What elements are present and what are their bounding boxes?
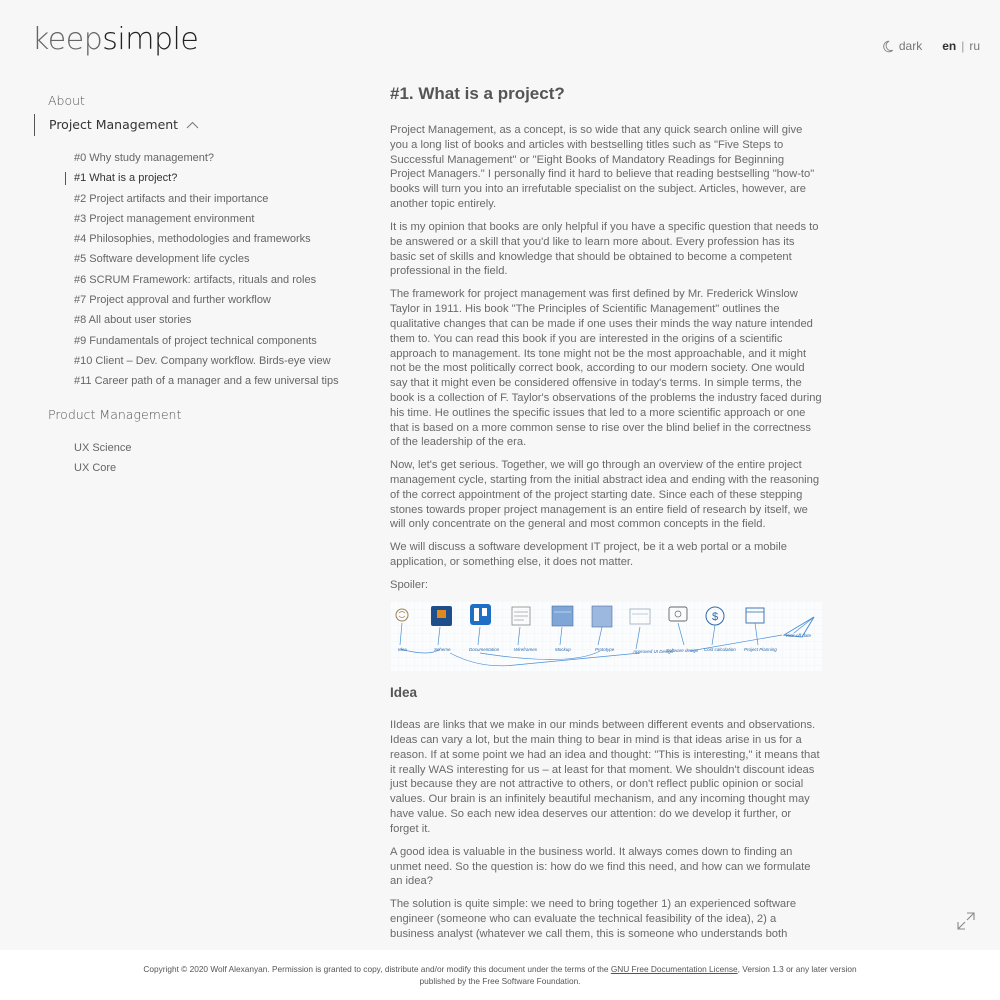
lang-separator: |	[961, 39, 965, 53]
sidebar-subitem-3[interactable]: #3 Project management environment	[74, 212, 255, 225]
mockup-icon	[552, 606, 573, 626]
keepsimple-logo[interactable]	[32, 22, 198, 57]
sidebar-subitem-ux-science[interactable]: UX Science	[74, 441, 132, 454]
svg-text:$: $	[711, 611, 719, 624]
sidebar-subitem-9[interactable]: #9 Fundamentals of project technical components	[74, 334, 317, 347]
spoiler-label-approved-ui-design: Approved UI Design	[633, 649, 674, 655]
header-controls	[881, 39, 980, 53]
footer-line-1	[0, 963, 1000, 975]
logo-keep: keep	[32, 22, 103, 57]
page-footer	[0, 950, 1000, 1000]
lang-ru-link[interactable]: ru	[969, 39, 980, 53]
article-paragraph: Now, let's get serious. Together, we will go through an overview of the entire project management cycle, starting from the initial abstract idea and ending with the reasoning of the correct appointment of the project starting date. Since each of these stepping stones towards proper project management is an entire field of research by itself, we will only concentrate on the general and most common concepts in the field.	[390, 459, 820, 531]
article-paragraph: The framework for project management was first defined by Mr. Frederick Winslow Taylor in 1911. His book "The Principles of Scientific Management" outlines the qualitative changes that can be made if one uses their minds the way nature intended them to. You can read this book if you are interested in the origins of a scientific approach to management. Its tone might not be the most approachable, and it might not be the most politically correct book, according to our modern society. One would say that it might even be considered offensive in today's terms. In simple terms, the book is a collection of F. Taylor's observations of the problems the industry faced during his time. He outlines the specific issues that led to a more scientific approach or one that is based on a more common sense to rise over the blind belief in the correctness of the leadership of the era.	[390, 288, 822, 449]
sidebar-nav	[34, 90, 354, 486]
trello-icon-column	[474, 608, 479, 621]
product-management-list	[34, 438, 354, 479]
article-paragraph: IIdeas are links that we make in our minds between different events and observations. Ideas can vary a lot, but the main thing to bear in mind is that ideas arise in us for a reason. If at some point we had an idea and thought: "This is interesting," it means that it really WAS interesting for us – at least for that moment. We shouldn't discount ideas just because they are not attractive to others, or don't reflect public opinion or social values. Our brain is an infinitely beautiful mechanism, and any incoming thought may have value. So each new idea deserves our attention: do we develop it further, or forget it.	[390, 719, 820, 835]
project-management-list	[34, 148, 354, 392]
chevron-up-icon	[186, 121, 199, 129]
language-switcher	[942, 39, 980, 53]
spoiler-label-scheme: Scheme	[434, 647, 451, 653]
moon-icon	[881, 40, 894, 53]
spoiler-label-project-planning: Project Planning	[744, 647, 777, 653]
footer-text: Copyright © 2020 Wolf Alexanyan. Permission is granted to copy, distribute and/or modify this document under the terms of the	[143, 964, 611, 974]
sidebar-subitem-ux-core[interactable]: UX Core	[74, 461, 117, 474]
article-title: #1. What is a project?	[390, 84, 565, 103]
article-paragraph: A good idea is valuable in the business world. It always comes down to finding an unmet need. So the question is: how do we find this need, and how can we formulate an idea?	[390, 845, 811, 888]
dark-mode-label: dark	[898, 39, 923, 53]
expand-icon[interactable]	[957, 912, 975, 930]
sidebar-subitem-10[interactable]: #10 Client – Dev. Company workflow. Birds-eye view	[74, 354, 331, 367]
spoiler-label-mockup: Mockup	[555, 647, 571, 653]
spoiler-label-kickoff-date: Kick-off date	[786, 633, 812, 639]
spoiler-label-prototype: Prototype	[595, 647, 615, 653]
sidebar-subitem-2[interactable]: #2 Project artifacts and their importance	[74, 192, 269, 205]
trello-icon	[470, 604, 491, 625]
trello-icon-column	[482, 608, 487, 616]
footer-line-2: published by the Free Software Foundation.	[419, 976, 581, 986]
spoiler-label-software-design: Software design	[666, 648, 699, 654]
lang-en-link[interactable]: en	[942, 39, 957, 53]
sidebar-subitem-5[interactable]: #5 Software development life cycles	[74, 253, 250, 266]
spoiler-diagram[interactable]	[390, 601, 822, 671]
logo-simple: simple	[102, 22, 199, 57]
article-paragraph: The solution is quite simple: we need to bring together 1) an experienced software engineer (someone who can evaluate the technical feasibility of the idea), 2) a business analyst (whatever we call them, this is someone who understands both	[390, 898, 797, 940]
sidebar-subitem-1-current[interactable]: #1 What is a project?	[34, 168, 354, 188]
sidebar-subitem-8[interactable]: #8 All about user stories	[74, 314, 192, 327]
article-paragraph: We will discuss a software development IT project, be it a web portal or a mobile application, or something else, it does not matter.	[390, 541, 787, 569]
dark-mode-toggle[interactable]	[881, 39, 922, 53]
spoiler-label: Spoiler:	[390, 579, 428, 592]
sidebar-item-project-management[interactable]	[34, 114, 354, 136]
gnu-license-link[interactable]: GNU Free Documentation License	[610, 964, 738, 974]
section-heading-idea: Idea	[390, 685, 418, 701]
footer-text: , Version 1.3 or any later version	[737, 964, 857, 974]
sidebar-item-label: Project Management	[49, 117, 179, 132]
sidebar-subitem-7[interactable]: #7 Project approval and further workflow	[74, 294, 271, 307]
sidebar-subitem-11[interactable]: #11 Career path of a manager and a few universal tips	[74, 375, 339, 388]
prototype-icon	[592, 606, 612, 627]
article-paragraph: Project Management, as a concept, is so wide that any quick search online will give you a long list of books and articles with bestselling titles such as "Five Steps to Successful Management" or "Eight Books of Mandatory Readings for Beginning Project Managers." I personally find it hard to believe that reading bestselling "how-to" books will turn you into an irrefutable specialist on the subject. Articles, however, are another topic entirely.	[390, 124, 815, 210]
sidebar-item-product-management[interactable]: Product Management	[48, 406, 182, 422]
article-paragraph: It is my opinion that books are only helpful if you have a specific question that needs to be answered or a skill that you'd like to learn more about. Every profession has its basic set of skills and knowledge that should be obtained to become a competent professional in the field.	[390, 220, 819, 278]
scheme-app-mark	[437, 610, 446, 618]
spoiler-label-wireframes: Wireframes	[514, 647, 537, 653]
spoiler-label-cost-calculation: Cost calculation	[704, 647, 736, 653]
spoiler-label-documentation: Documentation	[469, 647, 500, 653]
sidebar-item-about[interactable]: About	[48, 93, 85, 108]
sidebar-subitem-0[interactable]: #0 Why study management?	[74, 152, 215, 164]
sidebar-subitem-4[interactable]: #4 Philosophies, methodologies and frameworks	[74, 233, 311, 246]
article-content	[390, 84, 822, 950]
spoiler-label-idea: Idea	[398, 647, 407, 653]
sidebar-subitem-6[interactable]: #6 SCRUM Framework: artifacts, rituals and roles	[74, 273, 317, 286]
